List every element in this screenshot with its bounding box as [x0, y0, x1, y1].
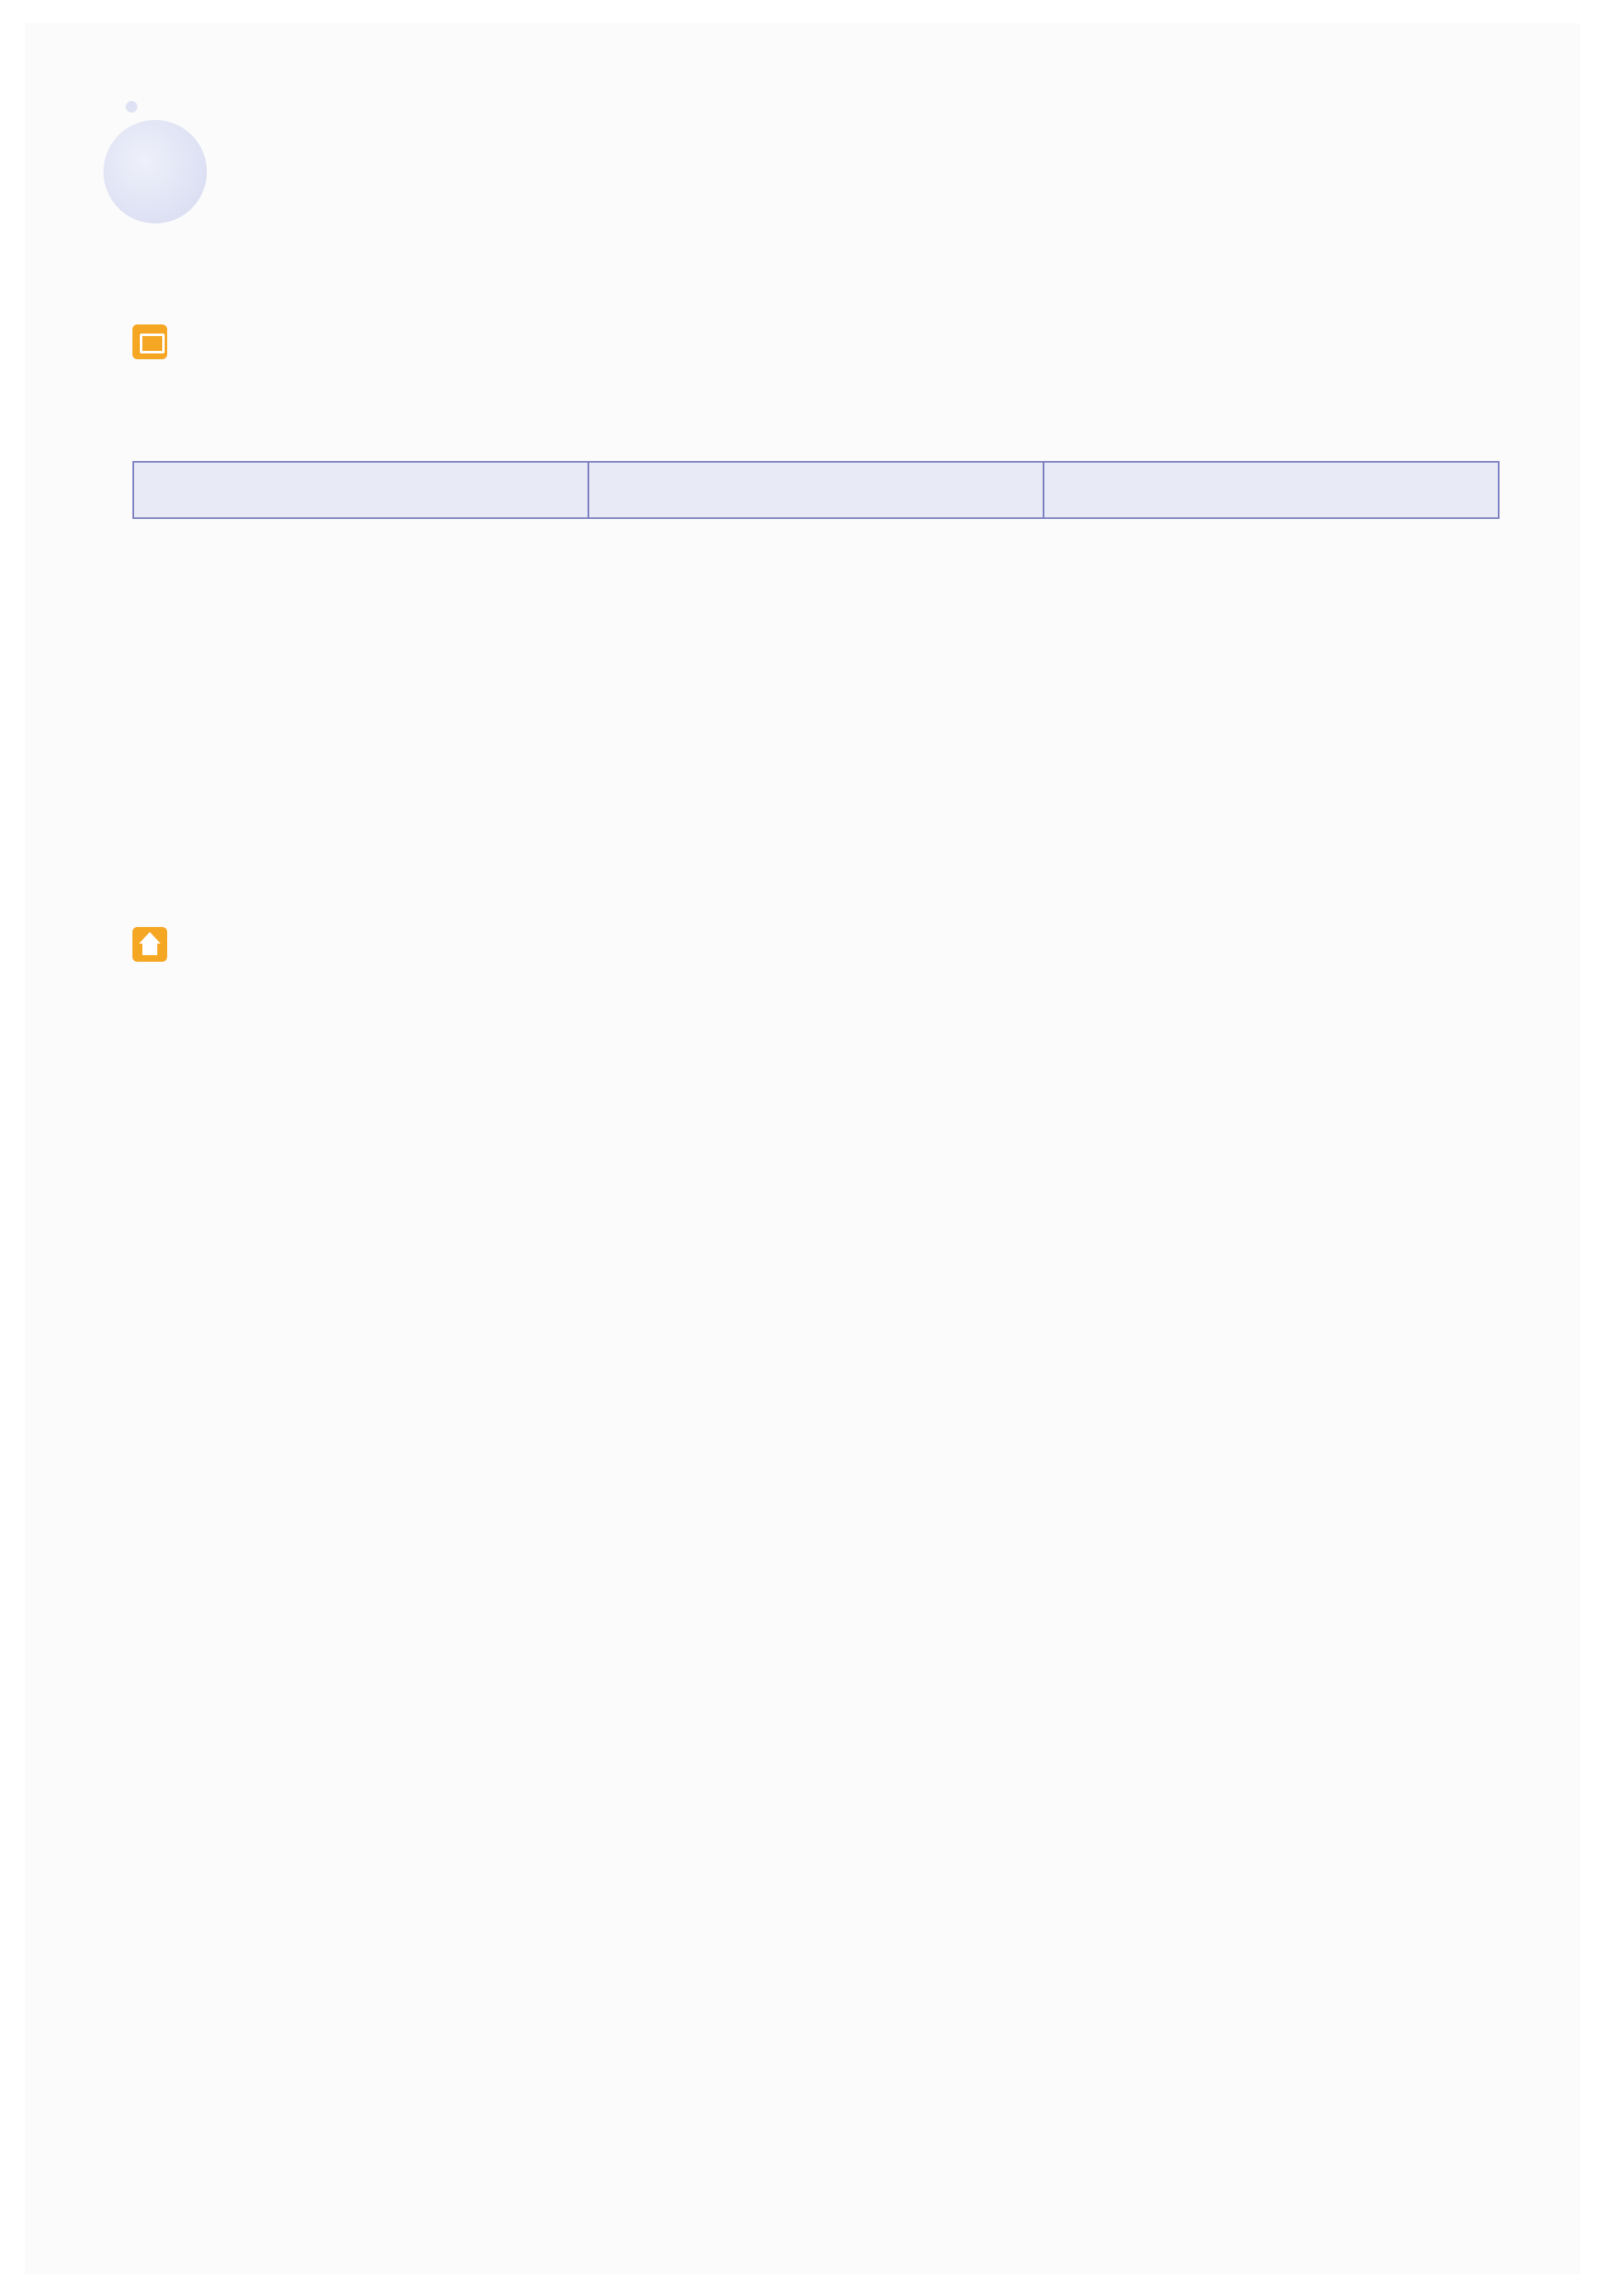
chapter-decor-circle [103, 120, 207, 223]
section-heading-new-knowledge [132, 324, 177, 359]
book-icon [132, 324, 167, 359]
table-header-row [133, 462, 1499, 518]
section-heading-advanced [132, 927, 177, 962]
decor-dot [126, 101, 137, 113]
lesson-title [554, 238, 594, 286]
header-source [588, 462, 1044, 518]
house-icon [132, 927, 167, 962]
workbook-page [25, 23, 1581, 2274]
header-phenomenon [133, 462, 588, 518]
energy-table [132, 461, 1500, 519]
header-change [1044, 462, 1499, 518]
